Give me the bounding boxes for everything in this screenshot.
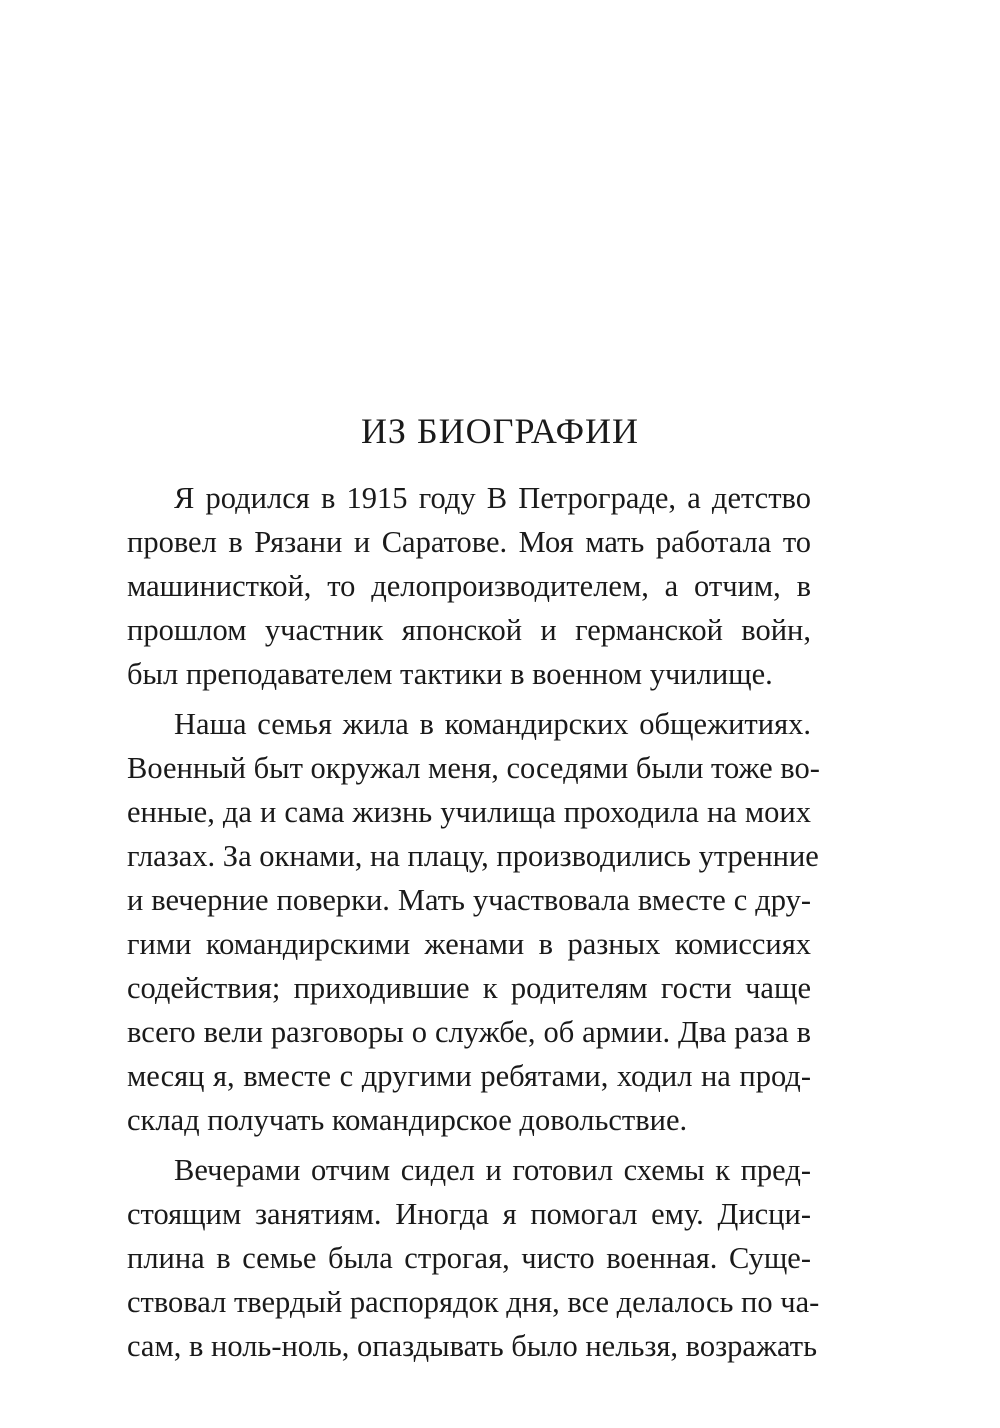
text-line: Я родился в 1915 году В Петрограде, а детство <box>174 481 811 515</box>
text-line: был преподавателем тактики в военном училище. <box>127 657 773 691</box>
text-line: прошлом участник японской и германской войн, <box>127 613 811 647</box>
text-line: Военный быт окружал меня, соседями были тоже во- <box>127 751 820 785</box>
text-line: провел в Рязани и Саратове. Моя мать работала то <box>127 525 811 559</box>
paragraph <box>127 476 811 696</box>
text-line: всего вели разговоры о службе, об армии. Два раза в <box>127 1015 811 1049</box>
text-line: Вечерами отчим сидел и готовил схемы к пред- <box>174 1153 811 1187</box>
text-line: Наша семья жила в командирских общежитиях. <box>174 707 811 741</box>
text-line: гими командирскими женами в разных комиссиях <box>127 927 811 961</box>
text-line: ствовал твердый распорядок дня, все делалось по ча- <box>127 1285 820 1319</box>
text-line: стоящим занятиям. Иногда я помогал ему. Дисци- <box>127 1197 811 1231</box>
text-line: склад получать командирское довольствие. <box>127 1103 688 1137</box>
chapter-title: ИЗ БИОГРАФИИ <box>360 411 640 451</box>
text-line: плина в семье была строгая, чисто военная. Суще- <box>127 1241 811 1275</box>
text-line: глазах. За окнами, на плацу, производились утренние <box>127 839 819 873</box>
text-line: содействия; приходившие к родителям гости чаще <box>127 971 811 1005</box>
paragraph <box>127 1148 820 1368</box>
text-line: месяц я, вместе с другими ребятами, ходил на прод- <box>127 1059 811 1093</box>
text-line: енные, да и сама жизнь училища проходила на моих <box>127 795 811 829</box>
body-text <box>127 476 820 1368</box>
text-line: машинисткой, то делопроизводителем, а отчим, в <box>127 569 811 603</box>
paragraph <box>127 702 820 1142</box>
text-line: и вечерние поверки. Мать участвовала вместе с дру- <box>127 883 811 917</box>
text-line: сам, в ноль-ноль, опаздывать было нельзя, возражать <box>127 1329 818 1363</box>
